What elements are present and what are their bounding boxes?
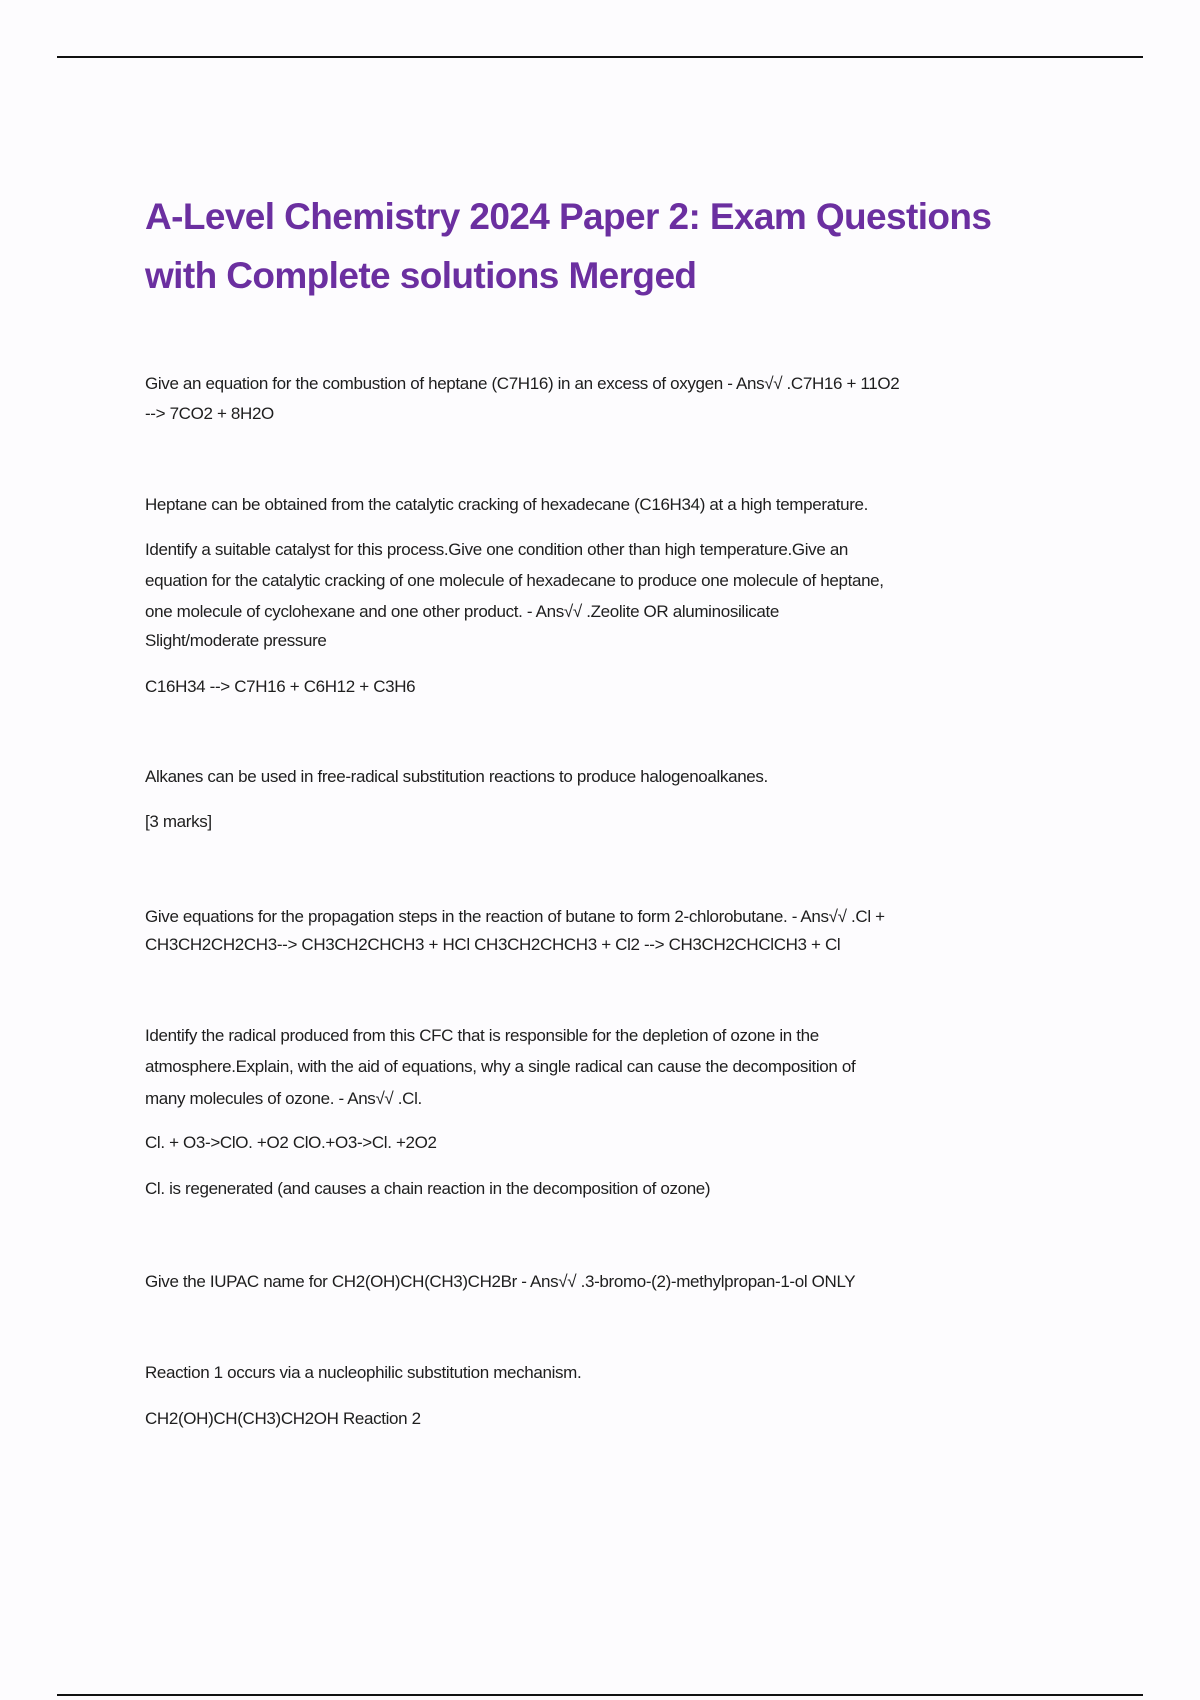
- text-line: Give an equation for the combustion of heptane (C7H16) in an excess of oxygen - Ans√√ .C7H16 + 11O2: [145, 374, 900, 393]
- text-line: CH2(OH)CH(CH3)CH2OH Reaction 2: [145, 1409, 421, 1428]
- text-line: CH3CH2CH2CH3--> CH3CH2CHCH3 + HCl CH3CH2CHCH3 + Cl2 --> CH3CH2CHClCH3 + Cl: [145, 935, 841, 954]
- text-line: Cl. is regenerated (and causes a chain reaction in the decomposition of ozone): [145, 1179, 711, 1198]
- document-title-line-2: with Complete solutions Merged: [145, 255, 697, 296]
- text-line: [3 marks]: [145, 812, 212, 831]
- text-line: Slight/moderate pressure: [145, 631, 327, 650]
- text-line: atmosphere.Explain, with the aid of equations, why a single radical can cause the decomposition of: [145, 1057, 856, 1076]
- text-line: equation for the catalytic cracking of one molecule of hexadecane to produce one molecule of heptane,: [145, 571, 884, 590]
- text-line: one molecule of cyclohexane and one other product. - Ans√√ .Zeolite OR aluminosilicate: [145, 602, 779, 621]
- text-line: Identify the radical produced from this CFC that is responsible for the depletion of ozone in the: [145, 1026, 819, 1045]
- text-line: Alkanes can be used in free-radical substitution reactions to produce halogenoalkanes.: [145, 767, 768, 786]
- text-line: Heptane can be obtained from the catalytic cracking of hexadecane (C16H34) at a high temperature.: [145, 495, 868, 514]
- text-line: Cl. + O3->ClO. +O2 ClO.+O3->Cl. +2O2: [145, 1133, 437, 1152]
- header-rule: [57, 56, 1143, 58]
- footer-rule: [57, 1694, 1143, 1696]
- text-line: Reaction 1 occurs via a nucleophilic substitution mechanism.: [145, 1363, 582, 1382]
- text-line: --> 7CO2 + 8H2O: [145, 404, 274, 423]
- text-line: Give the IUPAC name for CH2(OH)CH(CH3)CH2Br - Ans√√ .3-bromo-(2)-methylpropan-1-ol ONLY: [145, 1272, 856, 1291]
- text-line: many molecules of ozone. - Ans√√ .Cl.: [145, 1089, 422, 1108]
- document-title-line-1: A-Level Chemistry 2024 Paper 2: Exam Questions: [145, 196, 992, 237]
- text-line: Give equations for the propagation steps in the reaction of butane to form 2-chlorobutane. - Ans√√ .Cl +: [145, 907, 885, 926]
- text-line: Identify a suitable catalyst for this process.Give one condition other than high temperature.Give an: [145, 540, 849, 559]
- text-line: C16H34 --> C7H16 + C6H12 + C3H6: [145, 677, 416, 696]
